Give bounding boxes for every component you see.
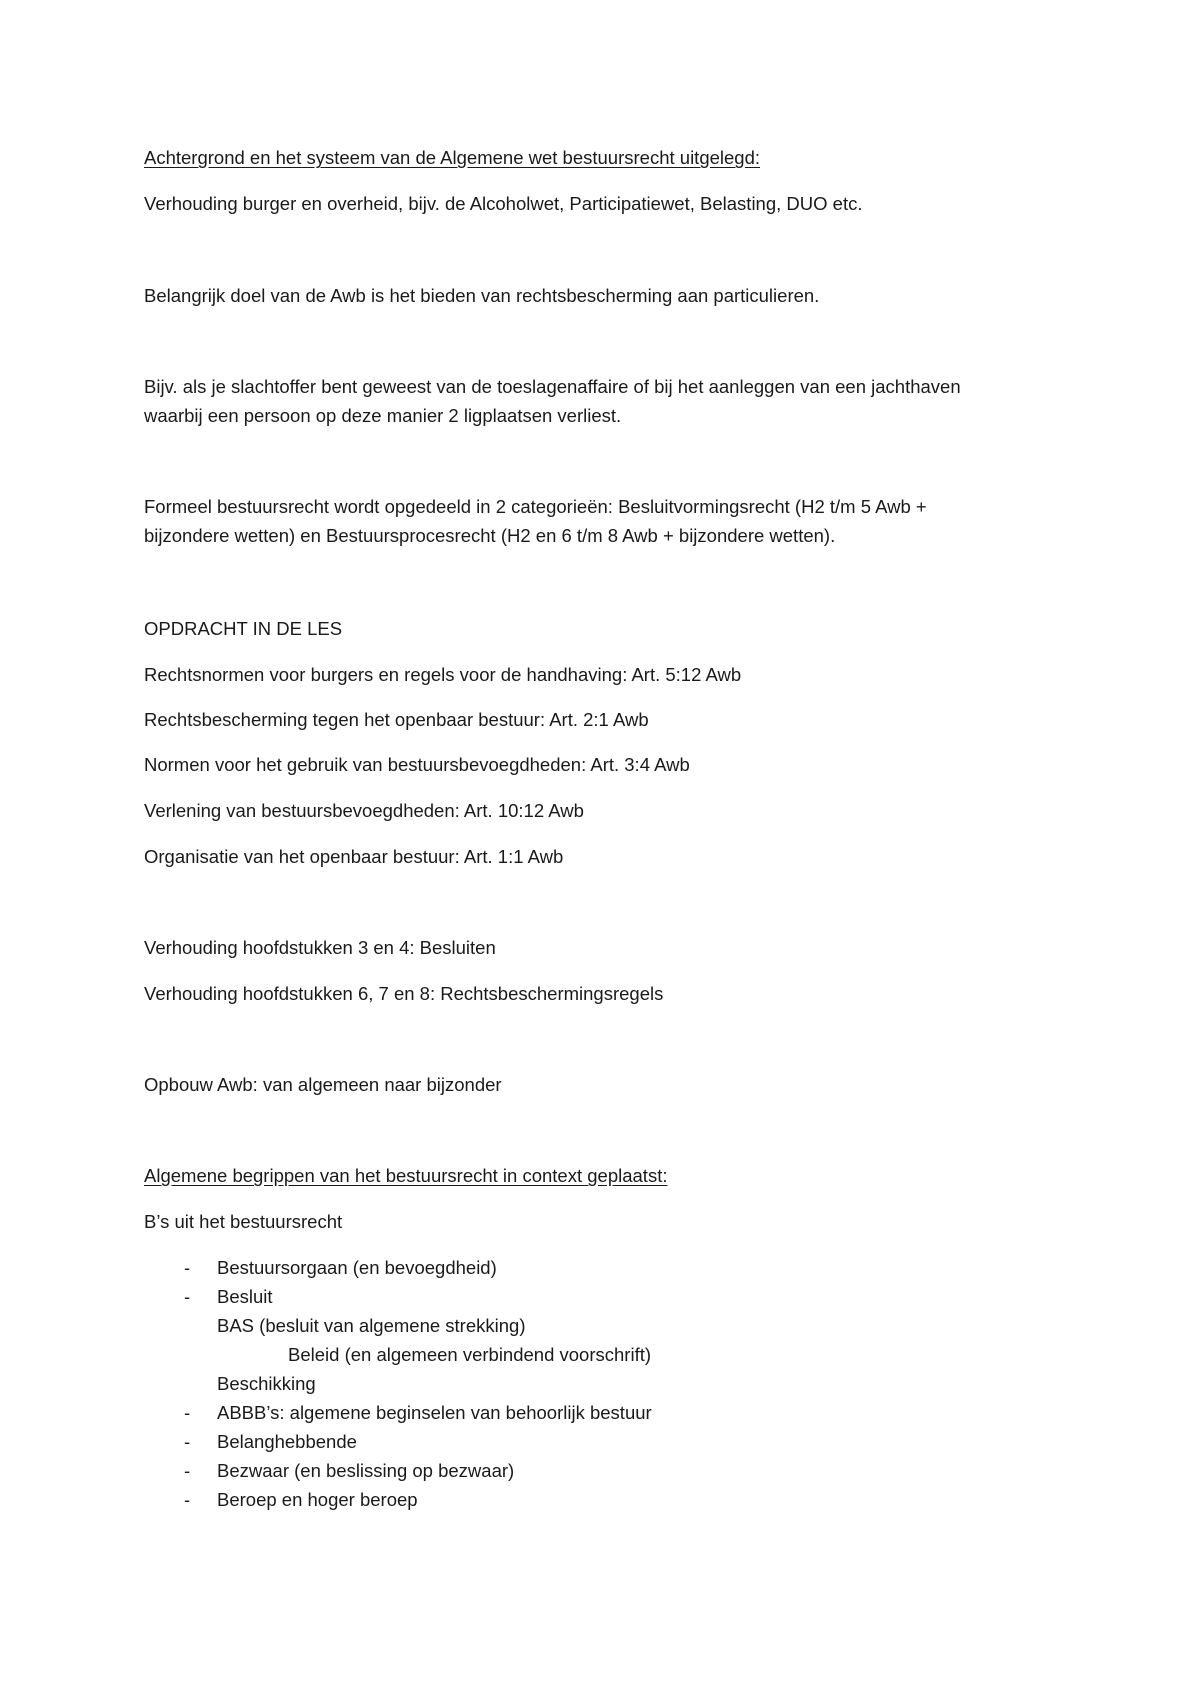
list-dash: - bbox=[184, 1489, 191, 1510]
opdracht-item: Rechtsnormen voor burgers en regels voor de handhaving: Art. 5:12 Awb bbox=[144, 664, 742, 685]
list-dash: - bbox=[184, 1460, 191, 1481]
opdracht-title: OPDRACHT IN DE LES bbox=[144, 618, 343, 639]
opbouw-awb: Opbouw Awb: van algemeen naar bijzonder bbox=[144, 1074, 502, 1095]
verhouding-hoofdstukken-6-7-8: Verhouding hoofdstukken 6, 7 en 8: Rechtsbeschermingsregels bbox=[144, 983, 664, 1004]
list-item: Bestuursorgaan (en bevoegdheid) bbox=[217, 1257, 497, 1278]
list-item: Belanghebbende bbox=[217, 1431, 357, 1452]
list-dash: - bbox=[184, 1402, 191, 1423]
opdracht-item: Rechtsbescherming tegen het openbaar bestuur: Art. 2:1 Awb bbox=[144, 709, 649, 730]
paragraph-example-line2: waarbij een persoon op deze manier 2 ligplaatsen verliest. bbox=[144, 405, 622, 426]
paragraph-verhouding: Verhouding burger en overheid, bijv. de Alcoholwet, Participatiewet, Belasting, DUO etc. bbox=[144, 193, 863, 214]
paragraph-doel: Belangrijk doel van de Awb is het bieden van rechtsbescherming aan particulieren. bbox=[144, 285, 820, 306]
list-item: Besluit bbox=[217, 1286, 273, 1307]
heading-achtergrond: Achtergrond en het systeem van de Algemene wet bestuursrecht uitgelegd: bbox=[144, 147, 761, 168]
list-subitem: Beschikking bbox=[217, 1373, 316, 1394]
list-item: Beroep en hoger beroep bbox=[217, 1489, 418, 1510]
list-subsubitem: Beleid (en algemeen verbindend voorschrift) bbox=[288, 1344, 652, 1365]
opdracht-item: Normen voor het gebruik van bestuursbevoegdheden: Art. 3:4 Awb bbox=[144, 754, 690, 775]
list-item: ABBB’s: algemene beginselen van behoorlijk bestuur bbox=[217, 1402, 652, 1423]
list-item: Bezwaar (en beslissing op bezwaar) bbox=[217, 1460, 515, 1481]
list-dash: - bbox=[184, 1431, 191, 1452]
bs-title: B’s uit het bestuursrecht bbox=[144, 1211, 343, 1232]
paragraph-formeel-line1: Formeel bestuursrecht wordt opgedeeld in 2 categorieën: Besluitvormingsrecht (H2 t/m 5 Awb + bbox=[144, 496, 927, 517]
list-subitem: BAS (besluit van algemene strekking) bbox=[217, 1315, 526, 1336]
opdracht-item: Verlening van bestuursbevoegdheden: Art. 10:12 Awb bbox=[144, 800, 584, 821]
verhouding-hoofdstukken-3-4: Verhouding hoofdstukken 3 en 4: Besluiten bbox=[144, 937, 496, 958]
paragraph-example-line1: Bijv. als je slachtoffer bent geweest van de toeslagenaffaire of bij het aanleggen van een jachthaven bbox=[144, 376, 961, 397]
paragraph-formeel-line2: bijzondere wetten) en Bestuursprocesrecht (H2 en 6 t/m 8 Awb + bijzondere wetten). bbox=[144, 525, 836, 546]
list-dash: - bbox=[184, 1286, 191, 1307]
list-dash: - bbox=[184, 1257, 191, 1278]
heading-algemene-begrippen: Algemene begrippen van het bestuursrecht in context geplaatst: bbox=[144, 1165, 668, 1186]
opdracht-item: Organisatie van het openbaar bestuur: Art. 1:1 Awb bbox=[144, 846, 564, 867]
